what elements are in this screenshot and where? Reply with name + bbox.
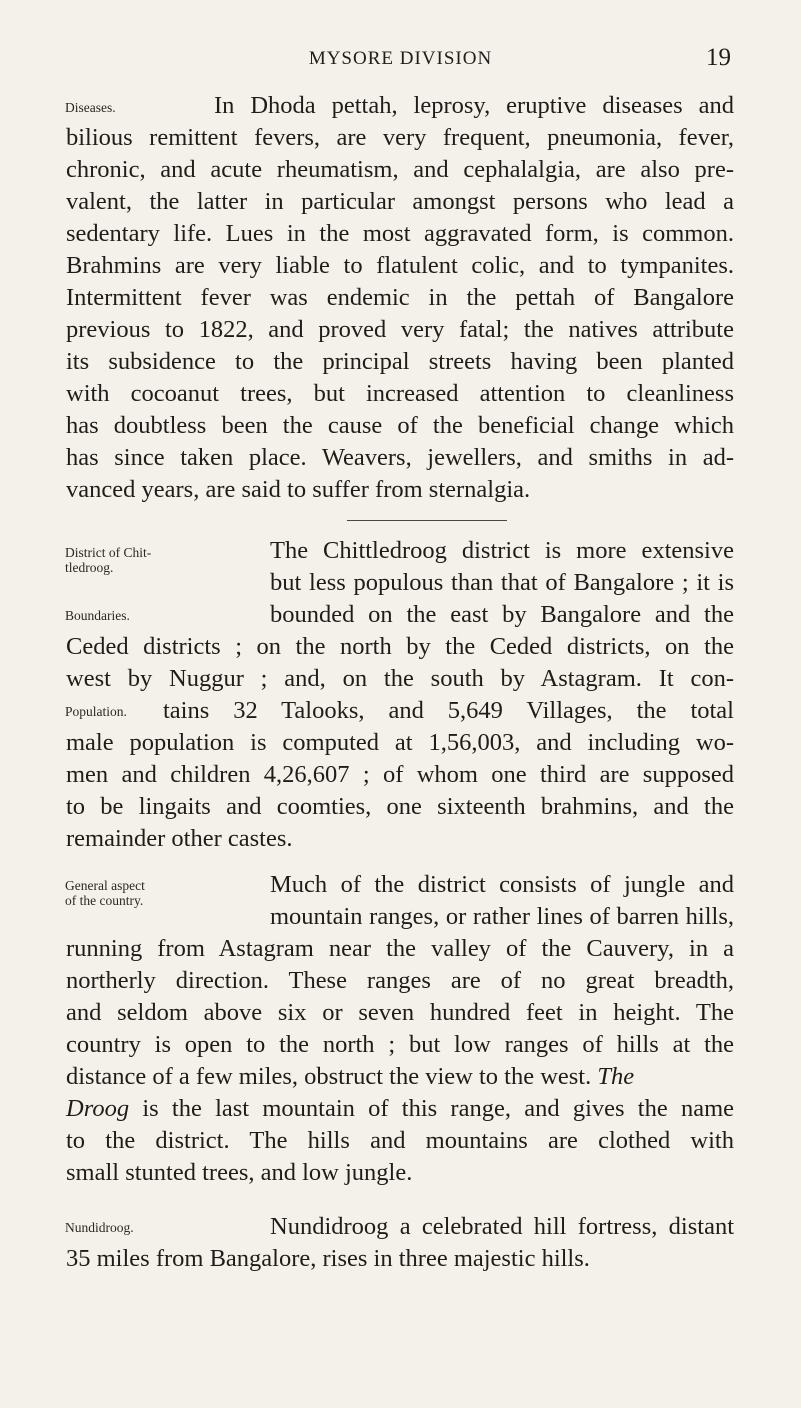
italic-term: The: [597, 1063, 635, 1090]
section-divider: [347, 520, 507, 521]
text-line: valent, the latter in particular amongst persons who lead a: [66, 188, 734, 215]
text-line: previous to 1822, and proved very fatal; the natives attribute: [66, 316, 734, 343]
text-line: bounded on the east by Bangalore and the: [270, 601, 734, 628]
text-line: country is open to the north ; but low ranges of hills at the: [66, 1031, 734, 1058]
margin-note-general: General aspect: [65, 878, 145, 893]
text-segment: is the last mountain of this range, and gives the name: [142, 1095, 734, 1122]
text-line: [66, 1061, 734, 1092]
text-line: tains 32 Talooks, and 5,649 Villages, the total: [163, 697, 734, 724]
text-line: bilious remittent fevers, are very frequent, pneumonia, fever,: [66, 124, 734, 151]
text-line: has since taken place. Weavers, jewellers, and smiths in ad-: [66, 444, 734, 471]
text-line: [66, 1093, 734, 1124]
margin-note-diseases: Diseases.: [65, 100, 116, 115]
margin-note-boundaries: Boundaries.: [65, 608, 130, 623]
text-line: remainder other castes.: [66, 825, 293, 852]
text-line: northerly direction. These ranges are of no great breadth,: [66, 967, 734, 994]
margin-note-general-cont: of the country.: [65, 893, 144, 908]
page-number: 19: [706, 44, 731, 71]
text-line: Nundidroog a celebrated hill fortress, distant: [270, 1213, 734, 1240]
text-line: but less populous than that of Bangalore ; it is: [270, 569, 734, 596]
text-segment: distance of a few miles, obstruct the view to the west.: [66, 1063, 592, 1090]
margin-note-district-cont: tledroog.: [65, 560, 114, 575]
text-line: has doubtless been the cause of the beneficial change which: [66, 412, 734, 439]
text-line: vanced years, are said to suffer from sternalgia.: [66, 476, 531, 503]
margin-note-nundidroog: Nundidroog.: [65, 1220, 134, 1235]
text-line: Much of the district consists of jungle and: [270, 871, 734, 898]
text-line: Brahmins are very liable to flatulent colic, and to tympanites.: [66, 252, 734, 279]
text-line: to the district. The hills and mountains are clothed with: [66, 1127, 734, 1154]
text-line: running from Astagram near the valley of the Cauvery, in a: [66, 935, 734, 962]
text-line: to be lingaits and coomties, one sixteenth brahmins, and the: [66, 793, 734, 820]
running-title: MYSORE DIVISION: [308, 48, 493, 69]
margin-note-population: Population.: [65, 704, 127, 719]
text-line: west by Nuggur ; and, on the south by Astagram. It con-: [66, 665, 734, 692]
text-line: chronic, and acute rheumatism, and cephalalgia, are also pre-: [66, 156, 734, 183]
text-line: and seldom above six or seven hundred feet in height. The: [66, 999, 734, 1026]
text-line: male population is computed at 1,56,003, and including wo-: [66, 729, 734, 756]
text-line: 35 miles from Bangalore, rises in three majestic hills.: [66, 1245, 590, 1272]
text-line: In Dhoda pettah, leprosy, eruptive diseases and: [214, 92, 734, 119]
margin-note-district: District of Chit-: [65, 545, 152, 560]
text-line: sedentary life. Lues in the most aggravated form, is common.: [66, 220, 734, 247]
text-line: men and children 4,26,607 ; of whom one third are supposed: [66, 761, 734, 788]
text-line: Intermittent fever was endemic in the pettah of Bangalore: [66, 284, 734, 311]
text-line: Ceded districts ; on the north by the Ceded districts, on the: [66, 633, 734, 660]
italic-term: Droog: [66, 1095, 130, 1122]
text-line: mountain ranges, or rather lines of barren hills,: [270, 903, 734, 930]
running-head: [0, 44, 801, 78]
text-line: The Chittledroog district is more extensive: [270, 537, 734, 564]
text-line: with cocoanut trees, but increased attention to cleanliness: [66, 380, 734, 407]
text-line: its subsidence to the principal streets having been planted: [66, 348, 734, 375]
text-line: small stunted trees, and low jungle.: [66, 1159, 413, 1186]
